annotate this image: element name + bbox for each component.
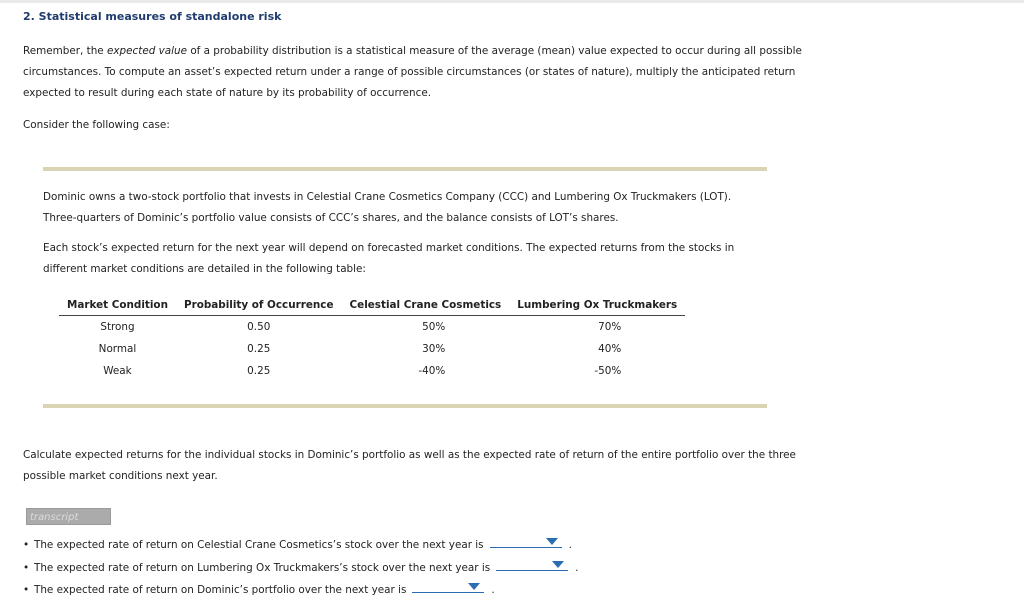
list-item	[23, 534, 578, 557]
header-probability: Probability of Occurrence	[176, 296, 342, 316]
table-row	[59, 316, 685, 339]
case-paragraph-1	[43, 187, 763, 229]
case-top-rule	[43, 167, 767, 171]
intro-line-2: circumstances. To compute an asset’s expected return under a range of possible circumstances (or states of nature), multiply the anticipated return	[23, 66, 796, 78]
cell-lot-return: 70%	[598, 321, 622, 333]
cell-ccc-return: 50%	[422, 321, 446, 333]
case-p1-line-2: Three-quarters of Dominic’s portfolio value consists of CCC’s shares, and the balance consists of LOT’s shares.	[43, 212, 619, 224]
cell-condition: Strong	[100, 321, 135, 333]
intro-paragraph	[23, 41, 823, 104]
bullet-icon: •	[23, 584, 30, 596]
period: .	[575, 561, 579, 574]
case-paragraph-2	[43, 238, 763, 280]
header-lot: Lumbering Ox Truckmakers	[509, 296, 685, 316]
case-p2-line-1: Each stock’s expected return for the next year will depend on forecasted market conditions. The expected returns from the stocks in	[43, 242, 735, 254]
period: .	[568, 539, 572, 551]
consider-text: Consider the following case:	[23, 119, 170, 131]
chevron-down-icon[interactable]	[468, 583, 480, 590]
market-conditions-table	[59, 296, 685, 382]
intro-line-1-post: of a probability distribution is a statistical measure of the average (mean) value expected to occur during all possible	[187, 45, 802, 57]
section-title: 2. Statistical measures of standalone risk	[23, 10, 282, 23]
cell-probability: 0.50	[247, 321, 271, 333]
chevron-down-icon[interactable]	[546, 538, 558, 545]
transcript-button[interactable]: transcript	[26, 508, 111, 525]
table-header-row	[59, 296, 685, 316]
cell-probability: 0.25	[247, 365, 271, 377]
case-p1-line-1: Dominic owns a two-stock portfolio that invests in Celestial Crane Cosmetics Company (CCC) and Lumbering Ox Truckmakers (LOT).	[43, 191, 732, 203]
list-item	[23, 579, 578, 602]
calc-line-2: possible market conditions next year.	[23, 470, 218, 482]
cell-condition: Weak	[103, 365, 132, 377]
cell-ccc-return: -40%	[418, 365, 446, 377]
cell-probability: 0.25	[247, 343, 271, 355]
intro-term-expected-value: expected value	[107, 45, 188, 57]
intro-line-1-pre: Remember, the	[23, 45, 108, 57]
lot-return-dropdown[interactable]	[496, 558, 568, 571]
table-row	[59, 360, 685, 382]
ccc-return-dropdown[interactable]	[490, 535, 562, 548]
table-row	[59, 338, 685, 360]
cell-lot-return: 40%	[598, 343, 622, 355]
question-text-ccc: The expected rate of return on Celestial Crane Cosmetics’s stock over the next year is	[34, 539, 484, 551]
case-p2-line-2: different market conditions are detailed in the following table:	[43, 263, 366, 275]
question-text-portfolio: The expected rate of return on Dominic’s portfolio over the next year is	[34, 584, 407, 596]
question-text-lot: The expected rate of return on Lumbering Ox Truckmakers’s stock over the next year is	[34, 561, 491, 574]
cell-condition: Normal	[98, 343, 137, 355]
intro-line-3: expected to result during each state of nature by its probability of occurrence.	[23, 87, 432, 99]
list-item	[23, 557, 578, 580]
portfolio-return-dropdown[interactable]	[412, 580, 484, 593]
top-divider	[0, 0, 1024, 3]
bullet-icon: •	[23, 539, 30, 551]
header-market-condition: Market Condition	[59, 296, 176, 316]
case-bottom-rule	[43, 404, 767, 408]
bullet-icon: •	[23, 561, 30, 574]
answer-list	[23, 534, 578, 602]
period: .	[491, 584, 495, 596]
calc-line-1: Calculate expected returns for the individual stocks in Dominic’s portfolio as well as the expected rate of return of the entire portfolio over the three	[23, 449, 796, 461]
chevron-down-icon[interactable]	[552, 561, 564, 568]
cell-lot-return: -50%	[594, 365, 622, 377]
header-ccc: Celestial Crane Cosmetics	[342, 296, 510, 316]
cell-ccc-return: 30%	[422, 343, 446, 355]
intro-line-1	[23, 41, 823, 62]
calc-instructions	[23, 445, 823, 487]
